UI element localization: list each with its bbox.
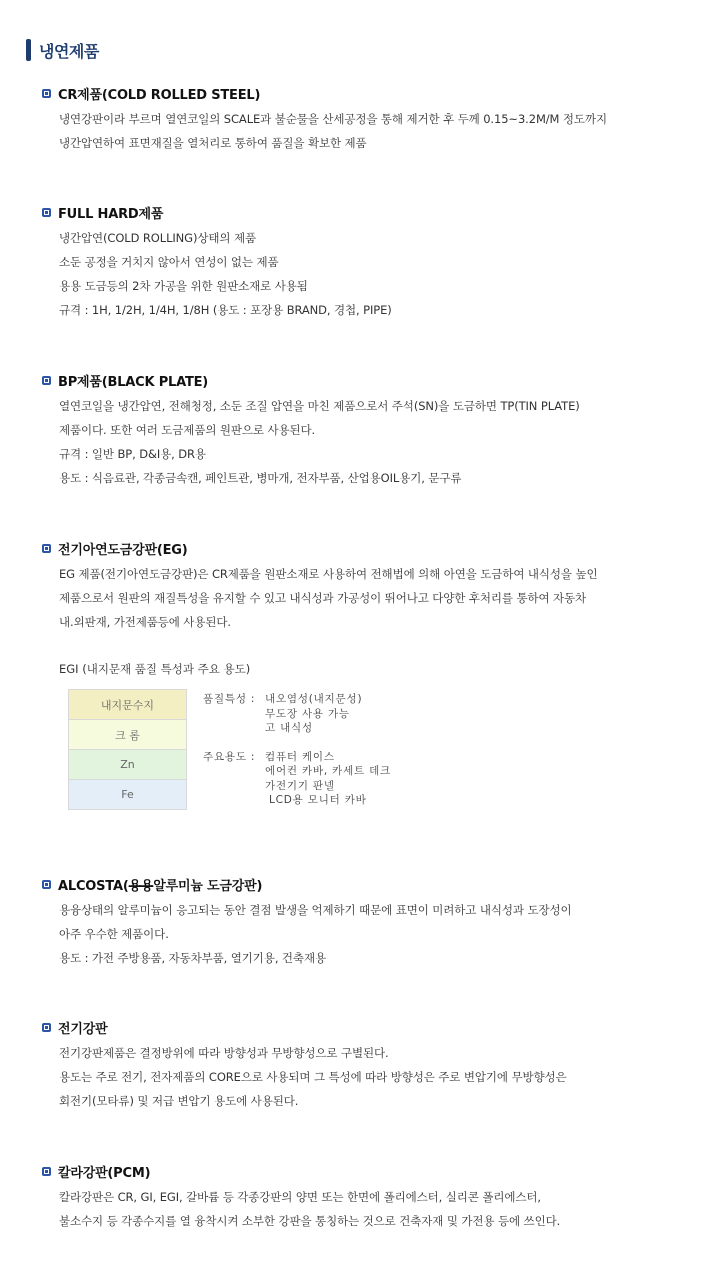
quality-item: 무도장 사용 가능	[265, 707, 350, 720]
body-line: 용도 : 식음료관, 각종금속캔, 페인트관, 병마개, 전자부품, 산업용OIL용기, 문구류	[59, 471, 462, 485]
body-line: 아주 우수한 제품이다.	[59, 927, 169, 941]
bullet-icon	[42, 1023, 51, 1032]
body-line: 용용 도금등의 2차 가공을 위한 원판소재로 사용됨	[59, 279, 308, 293]
usage-item: 가전기기 판넬	[265, 779, 335, 792]
body-line: 회전기(모타류) 및 저급 변압기 용도에 사용된다.	[59, 1094, 299, 1108]
egi-layer-table	[68, 689, 187, 810]
layer-row: Zn	[68, 749, 187, 779]
body-line: 냉간압연하여 표면재질을 열처리로 통하여 품질을 확보한 제품	[59, 136, 367, 150]
egi-subtitle: EGI (내지문재 품질 특성과 주요 용도)	[59, 662, 251, 676]
body-line: EG 제품(전기아연도금강판)은 CR제품을 원판소재로 사용하여 전해법에 의해 아연을 도금하여 내식성을 높인	[59, 567, 598, 581]
body-line: 칼라강판은 CR, GI, EGI, 갈바륨 등 각종강판의 양면 또는 한면에 폴리에스터, 실리콘 폴리에스터,	[59, 1190, 541, 1204]
body-line: 규격 : 일반 BP, D&I용, DR용	[59, 447, 206, 461]
body-line: 냉간압연(COLD ROLLING)상태의 제품	[59, 231, 256, 245]
body-line: 용도 : 가전 주방용품, 자동차부품, 열기기용, 건축재용	[59, 951, 326, 965]
bullet-icon	[42, 880, 51, 889]
title-bar-marker	[26, 39, 31, 61]
page-title	[26, 38, 99, 62]
section-title: 전기강판	[58, 1021, 108, 1037]
section-title: ALCOSTA(용용알루미늄 도금강판)	[58, 878, 263, 894]
section-bp	[42, 370, 702, 490]
body-line: 냉연강판이라 부르며 열연코일의 SCALE과 불순물을 산세공정을 통해 제거한 후 두께 0.15~3.2M/M 정도까지	[59, 112, 607, 126]
bullet-icon	[42, 89, 51, 98]
section-electrical-steel	[42, 1017, 702, 1113]
bullet-icon	[42, 208, 51, 217]
section-title: FULL HARD제품	[58, 206, 164, 222]
body-line: 규격 : 1H, 1/2H, 1/4H, 1/8H (용도 : 포장용 BRAND, 경첩, PIPE)	[59, 303, 392, 317]
body-line: 전기강판제품은 결정방위에 따라 방향성과 무방향성으로 구별된다.	[59, 1046, 389, 1060]
section-title: 전기아연도금강판(EG)	[58, 542, 188, 558]
bullet-icon	[42, 376, 51, 385]
layer-row: 크 롬	[68, 719, 187, 749]
section-eg	[42, 538, 702, 634]
struck-text: 용용	[128, 878, 154, 894]
section-cr	[42, 83, 702, 155]
body-line: 용융상태의 알루미늄이 응고되는 동안 결점 발생을 억제하기 때문에 표면이 미려하고 내식성과 도장성이	[59, 903, 572, 917]
quality-item: 내오염성(내지문성)	[265, 693, 363, 705]
quality-label: 품질특성 :	[203, 693, 256, 705]
section-full-hard	[42, 202, 702, 322]
body-line: 제품으로서 원판의 재질특성을 유지할 수 있고 내식성과 가공성이 뛰어나고 다양한 후처리를 통하여 자동차	[59, 591, 587, 605]
egi-properties	[203, 692, 391, 808]
section-title: 칼라강판(PCM)	[58, 1165, 151, 1181]
usage-item: LCD용 모니터 카바	[269, 794, 367, 806]
quality-item: 고 내식성	[265, 722, 313, 734]
body-line: 제품이다. 또한 여러 도금제품의 원판으로 사용된다.	[59, 423, 316, 437]
usage-label: 주요용도 :	[203, 750, 256, 763]
body-line: 용도는 주로 전기, 전자제품의 CORE으로 사용되며 그 특성에 따라 방향성은 주로 변압기에 무방향성은	[59, 1070, 567, 1084]
section-title: BP제품(BLACK PLATE)	[58, 374, 209, 390]
bullet-icon	[42, 1167, 51, 1176]
section-alcosta	[42, 874, 702, 970]
bullet-icon	[42, 544, 51, 553]
layer-row: 내지문수지	[68, 689, 187, 719]
usage-item: 컴퓨터 케이스	[265, 750, 335, 763]
body-line: 소둔 공정을 거치지 않아서 연성이 없는 제품	[59, 255, 279, 269]
usage-item: 에어컨 카바, 카세트 데크	[265, 765, 391, 777]
layer-row: Fe	[68, 779, 187, 810]
page-title-text: 냉연제품	[39, 41, 99, 61]
body-line: 불소수지 등 각종수지를 열 융착시켜 소부한 강판을 통칭하는 것으로 건축자재 및 가전용 등에 쓰인다.	[59, 1214, 561, 1228]
body-line: 내.외판재, 가전제품등에 사용된다.	[59, 615, 231, 629]
section-title: CR제품(COLD ROLLED STEEL)	[58, 87, 261, 103]
section-pcm	[42, 1161, 702, 1233]
body-line: 열연코일을 냉간압연, 전해청정, 소둔 조질 압연을 마친 제품으로서 주석(SN)을 도금하면 TP(TIN PLATE)	[59, 399, 580, 413]
